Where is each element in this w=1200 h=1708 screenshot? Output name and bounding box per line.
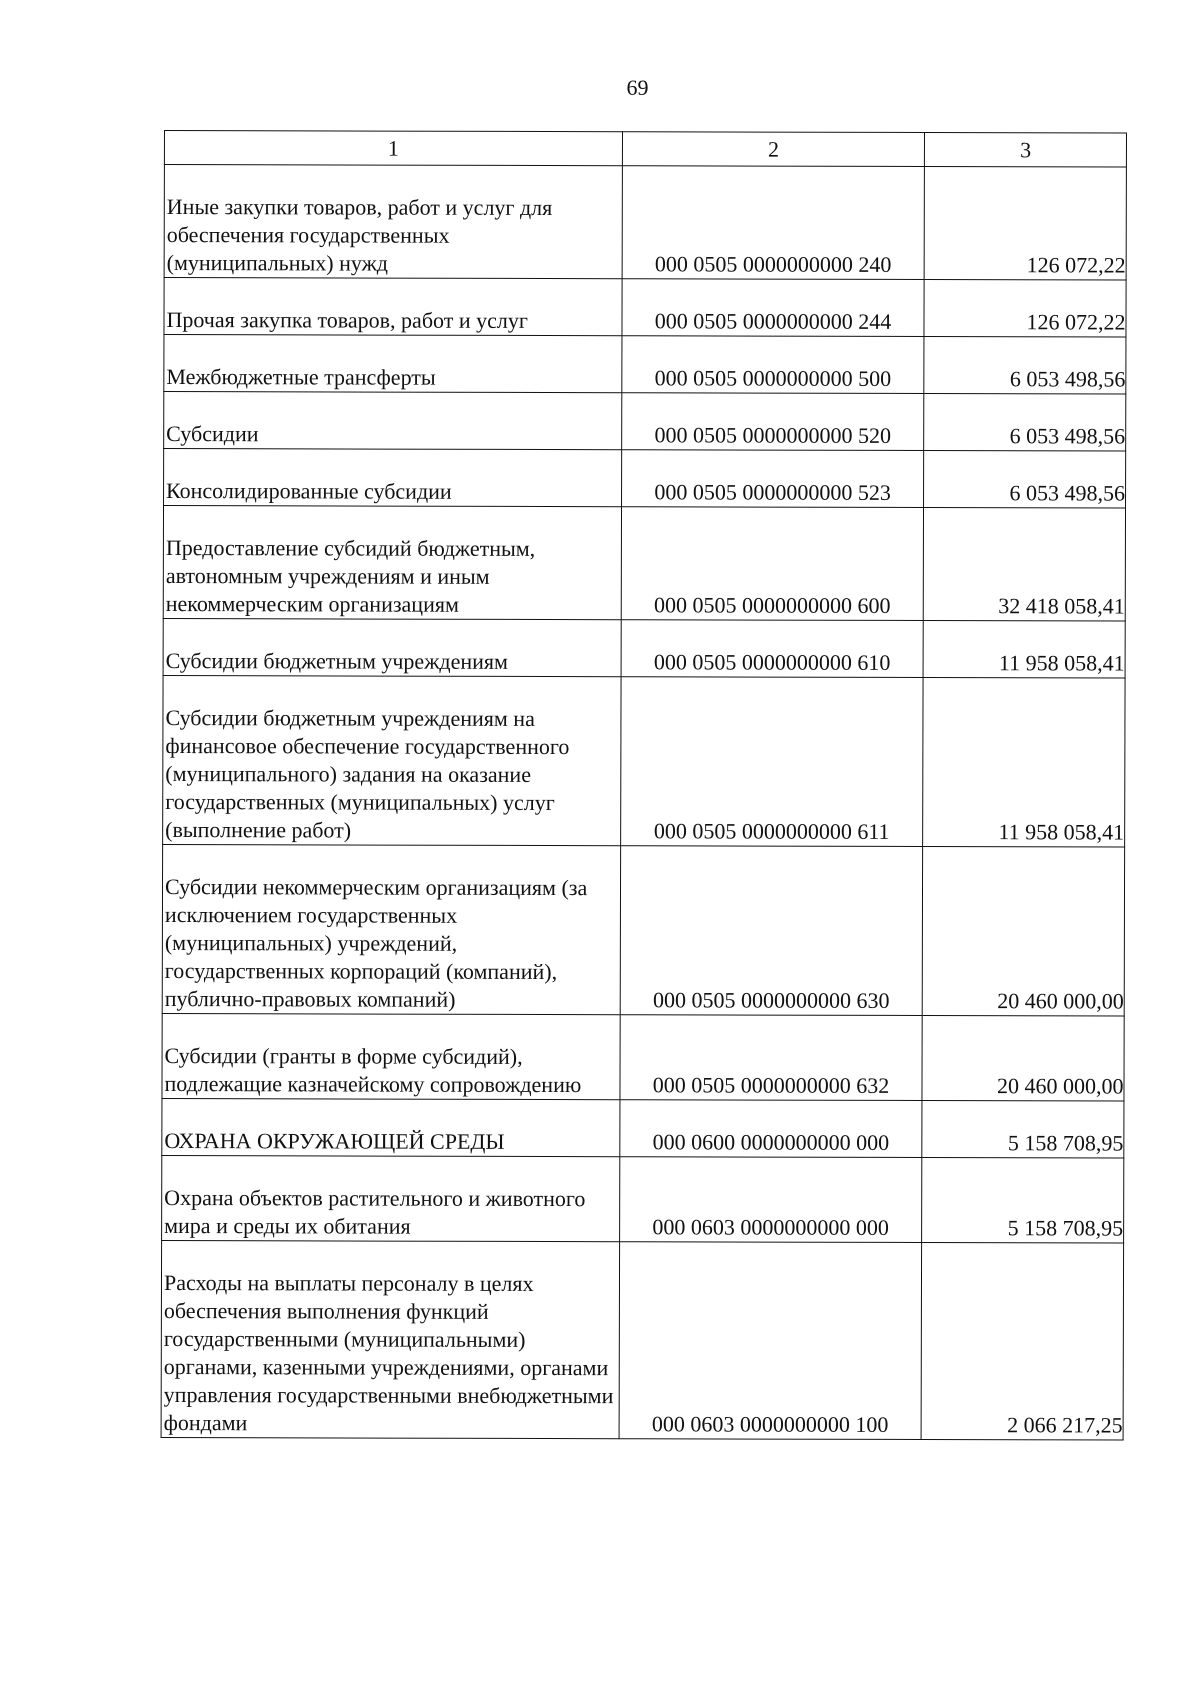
row-amount: 126 072,22 xyxy=(924,279,1126,337)
row-amount: 6 053 498,56 xyxy=(924,450,1126,508)
row-amount: 32 418 058,41 xyxy=(924,507,1126,621)
table-row xyxy=(164,165,1126,281)
row-code: 000 0505 0000000000 520 xyxy=(621,393,924,451)
row-amount: 6 053 498,56 xyxy=(924,393,1126,451)
column-header-2: 2 xyxy=(622,132,925,167)
row-name: Предоставление субсидий бюджетным, автономным учреждениям и иным некоммерческим организациям xyxy=(163,506,621,620)
row-amount: 2 066 217,25 xyxy=(921,1242,1123,1440)
row-name: ОХРАНА ОКРУЖАЮЩЕЙ СРЕДЫ xyxy=(162,1098,620,1156)
budget-table xyxy=(161,130,1127,1441)
row-code: 000 0505 0000000000 500 xyxy=(622,336,925,394)
row-code: 000 0505 0000000000 240 xyxy=(622,166,925,280)
table-row xyxy=(162,1098,1124,1158)
row-code: 000 0600 0000000000 000 xyxy=(620,1100,923,1158)
row-name: Субсидии xyxy=(164,392,622,450)
column-header-1: 1 xyxy=(164,131,622,166)
row-name: Субсидии бюджетным учреждениям на финансовое обеспечение государственного (муниципального) задания на оказание государственных (муниципальных) услуг (выполнение работ) xyxy=(163,675,621,845)
table-row xyxy=(163,618,1125,678)
row-name: Прочая закупка товаров, работ и услуг xyxy=(164,278,622,336)
table-row xyxy=(162,1013,1124,1101)
row-amount: 20 460 000,00 xyxy=(922,1015,1124,1101)
table-row xyxy=(163,675,1125,847)
row-name: Субсидии бюджетным учреждениям xyxy=(163,618,621,676)
row-name: Субсидии некоммерческим организациям (за исключением государственных (муниципальных) учреждений, государственных корпораций (компаний), публично-правовых компаний) xyxy=(162,844,620,1014)
table-row xyxy=(161,1240,1124,1440)
table-row xyxy=(164,278,1126,338)
row-name: Охрана объектов растительного и животного мира и среды их обитания xyxy=(162,1155,620,1241)
row-code: 000 0505 0000000000 611 xyxy=(620,677,923,847)
column-header-3: 3 xyxy=(925,132,1127,167)
table-row xyxy=(163,506,1125,622)
row-name: Расходы на выплаты персоналу в целях обеспечения выполнения функций государственными (муниципальными) органами, казенными учреждениями, органами управления государственными внебюджетными фондами xyxy=(161,1240,619,1438)
row-amount: 5 158 708,95 xyxy=(922,1157,1124,1243)
row-name: Консолидированные субсидии xyxy=(164,449,622,507)
page-number: 69 xyxy=(626,75,649,100)
table-row xyxy=(164,335,1126,395)
table-header-row xyxy=(164,131,1126,168)
row-code: 000 0505 0000000000 632 xyxy=(620,1015,923,1101)
row-amount: 11 958 058,41 xyxy=(923,620,1125,678)
row-amount: 5 158 708,95 xyxy=(922,1100,1124,1158)
row-amount: 20 460 000,00 xyxy=(922,846,1124,1016)
row-code: 000 0505 0000000000 244 xyxy=(622,279,925,337)
table-row xyxy=(162,844,1124,1016)
table-row xyxy=(164,449,1126,509)
row-code: 000 0505 0000000000 600 xyxy=(621,507,924,621)
row-name: Иные закупки товаров, работ и услуг для обеспечения государственных (муниципальных) нужд xyxy=(164,165,622,279)
row-code: 000 0505 0000000000 610 xyxy=(621,620,924,678)
row-code: 000 0505 0000000000 630 xyxy=(620,846,923,1016)
row-amount: 11 958 058,41 xyxy=(923,677,1125,847)
row-amount: 6 053 498,56 xyxy=(924,336,1126,394)
row-name: Межбюджетные трансферты xyxy=(164,335,622,393)
row-code: 000 0505 0000000000 523 xyxy=(621,450,924,508)
row-code: 000 0603 0000000000 100 xyxy=(619,1242,922,1440)
row-name: Субсидии (гранты в форме субсидий), подлежащие казначейскому сопровождению xyxy=(162,1013,620,1099)
table-row xyxy=(164,392,1126,452)
row-code: 000 0603 0000000000 000 xyxy=(619,1157,922,1243)
table-row xyxy=(162,1155,1124,1243)
row-amount: 126 072,22 xyxy=(924,166,1126,280)
